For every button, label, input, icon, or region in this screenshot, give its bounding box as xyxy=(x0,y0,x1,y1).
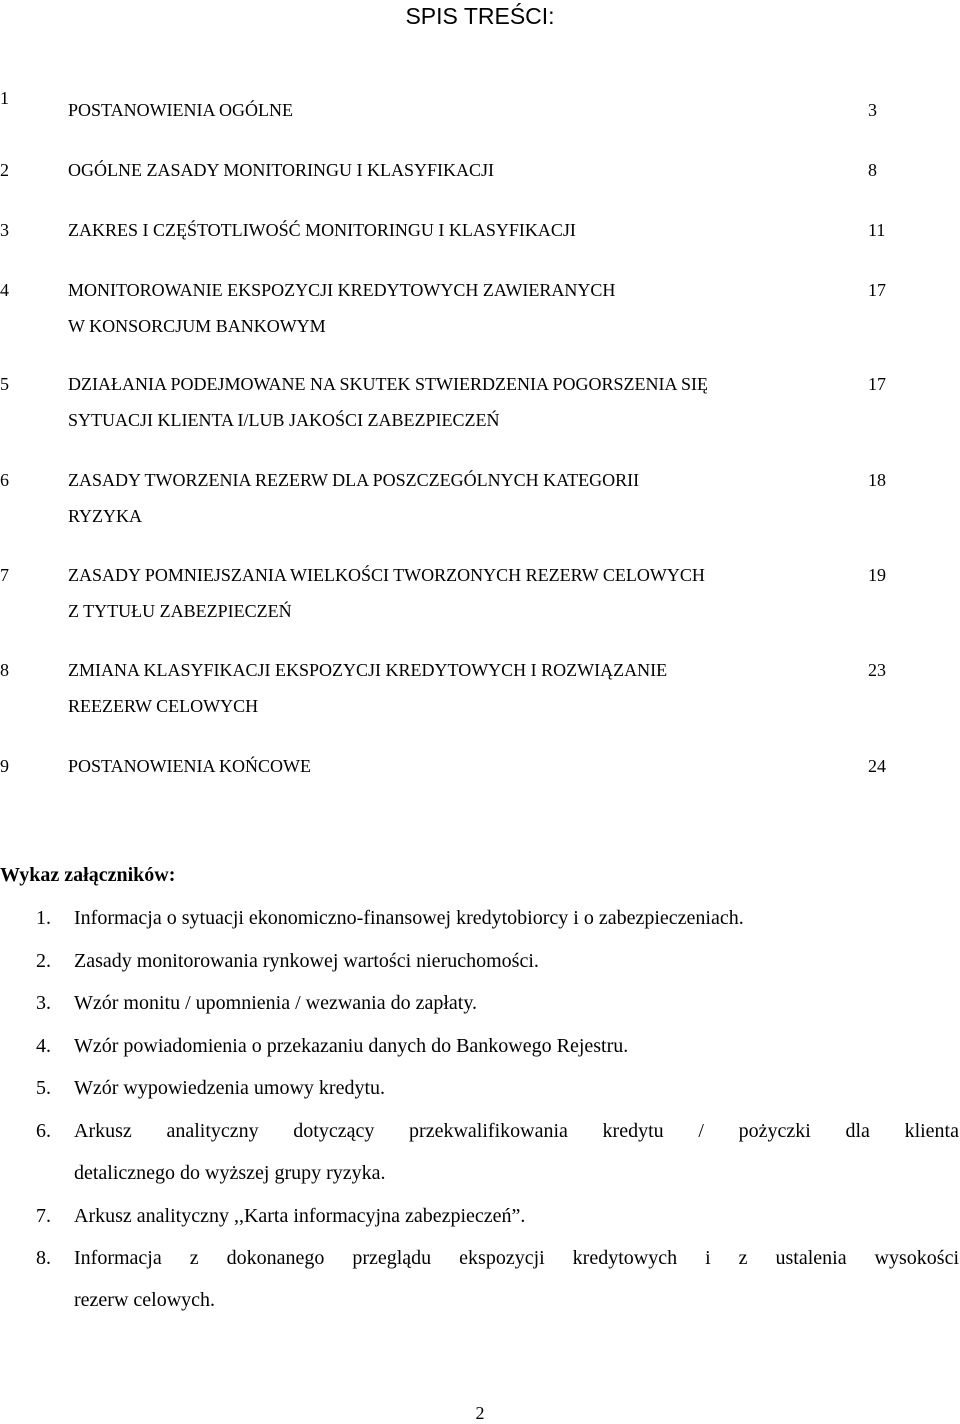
toc-page-number: 24 xyxy=(868,756,886,776)
toc-number: 8 xyxy=(0,660,9,680)
toc-number: 5 xyxy=(0,374,9,394)
attachment-text: Informacja o sytuacji ekonomiczno-finansowej kredytobiorcy i o zabezpieczeniach. xyxy=(74,907,744,929)
attachment-number: 8. xyxy=(36,1247,51,1269)
toc-number: 4 xyxy=(0,280,9,300)
toc-entry-line: POSTANOWIENIA OGÓLNE xyxy=(68,100,294,120)
toc-entry-line: ZASADY POMNIEJSZANIA WIELKOŚCI TWORZONYCH REZERW CELOWYCH xyxy=(68,565,705,585)
toc-page-number: 19 xyxy=(868,565,886,585)
toc-entry[interactable] xyxy=(68,272,858,344)
attachment-text: Zasady monitorowania rynkowej wartości nieruchomości. xyxy=(74,950,539,972)
toc-entry-line: POSTANOWIENIA KOŃCOWE xyxy=(68,756,312,776)
toc-entry[interactable] xyxy=(68,152,858,188)
attachment-number: 6. xyxy=(36,1120,51,1142)
attachment-text: Arkusz analityczny dotyczący przekwalifikowania kredytu / pożyczki dla klienta xyxy=(74,1120,959,1142)
toc-number: 9 xyxy=(0,756,9,776)
toc-entry[interactable] xyxy=(68,462,858,534)
attachment-number: 4. xyxy=(36,1035,51,1057)
toc-entry-line: ZAKRES I CZĘŚTOTLIWOŚĆ MONITORINGU I KLASYFIKACJI xyxy=(68,220,576,240)
attachment-number: 3. xyxy=(36,992,51,1014)
toc-entry-line: MONITOROWANIE EKSPOZYCJI KREDYTOWYCH ZAWIERANYCH xyxy=(68,280,616,300)
attachment-text: rezerw celowych. xyxy=(74,1289,216,1311)
attachment-text: detalicznego do wyższej grupy ryzyka. xyxy=(74,1162,386,1184)
toc-entry[interactable] xyxy=(68,92,858,128)
attachment-text: Informacja z dokonanego przeglądu ekspozycji kredytowych i z ustalenia wysokości xyxy=(74,1247,959,1269)
attachment-number: 5. xyxy=(36,1077,51,1099)
attachment-number: 1. xyxy=(36,907,51,929)
toc-entry-line: REEZERW CELOWYCH xyxy=(68,696,259,716)
toc-number: 6 xyxy=(0,470,9,490)
toc-entry[interactable] xyxy=(68,748,858,784)
page-title: SPIS TREŚCI: xyxy=(405,3,555,29)
toc-page-number: 3 xyxy=(868,100,877,120)
toc-entry-line: RYZYKA xyxy=(68,506,143,526)
toc-entry-line: DZIAŁANIA PODEJMOWANE NA SKUTEK STWIERDZENIA POGORSZENIA SIĘ xyxy=(68,374,708,394)
toc-number: 3 xyxy=(0,220,9,240)
attachments-heading: Wykaz załączników: xyxy=(0,864,176,886)
toc-page-number: 8 xyxy=(868,160,877,180)
toc-number: 7 xyxy=(0,565,9,585)
toc-page-number: 18 xyxy=(868,470,886,490)
toc-entry[interactable] xyxy=(68,366,858,438)
attachment-number: 7. xyxy=(36,1205,51,1227)
toc-entry[interactable] xyxy=(68,557,858,629)
toc-entry[interactable] xyxy=(68,652,858,724)
toc-entry-line: Z TYTUŁU ZABEZPIECZEŃ xyxy=(68,601,292,621)
attachment-text: Arkusz analityczny ,,Karta informacyjna zabezpieczeń”. xyxy=(74,1205,526,1227)
attachment-text: Wzór monitu / upomnienia / wezwania do zapłaty. xyxy=(74,992,478,1014)
attachment-number: 2. xyxy=(36,950,51,972)
toc-entry-line: ZASADY TWORZENIA REZERW DLA POSZCZEGÓLNYCH KATEGORII xyxy=(68,470,640,490)
toc-number: 1 xyxy=(0,88,9,108)
toc-page-number: 17 xyxy=(868,280,886,300)
toc-page-number: 17 xyxy=(868,374,886,394)
toc-entry-line: ZMIANA KLASYFIKACJI EKSPOZYCJI KREDYTOWYCH I ROZWIĄZANIE xyxy=(68,660,668,680)
attachment-text: Wzór powiadomienia o przekazaniu danych do Bankowego Rejestru. xyxy=(74,1035,629,1057)
page-number: 2 xyxy=(475,1403,485,1423)
toc-entry-line: OGÓLNE ZASADY MONITORINGU I KLASYFIKACJI xyxy=(68,160,494,180)
toc-number: 2 xyxy=(0,160,9,180)
attachment-text: Wzór wypowiedzenia umowy kredytu. xyxy=(74,1077,386,1099)
toc-page-number: 11 xyxy=(868,220,886,240)
toc-page-number: 23 xyxy=(868,660,886,680)
toc-entry-line: W KONSORCJUM BANKOWYM xyxy=(68,316,326,336)
toc-entry[interactable] xyxy=(68,212,858,248)
toc-entry-line: SYTUACJI KLIENTA I/LUB JAKOŚCI ZABEZPIECZEŃ xyxy=(68,410,500,430)
